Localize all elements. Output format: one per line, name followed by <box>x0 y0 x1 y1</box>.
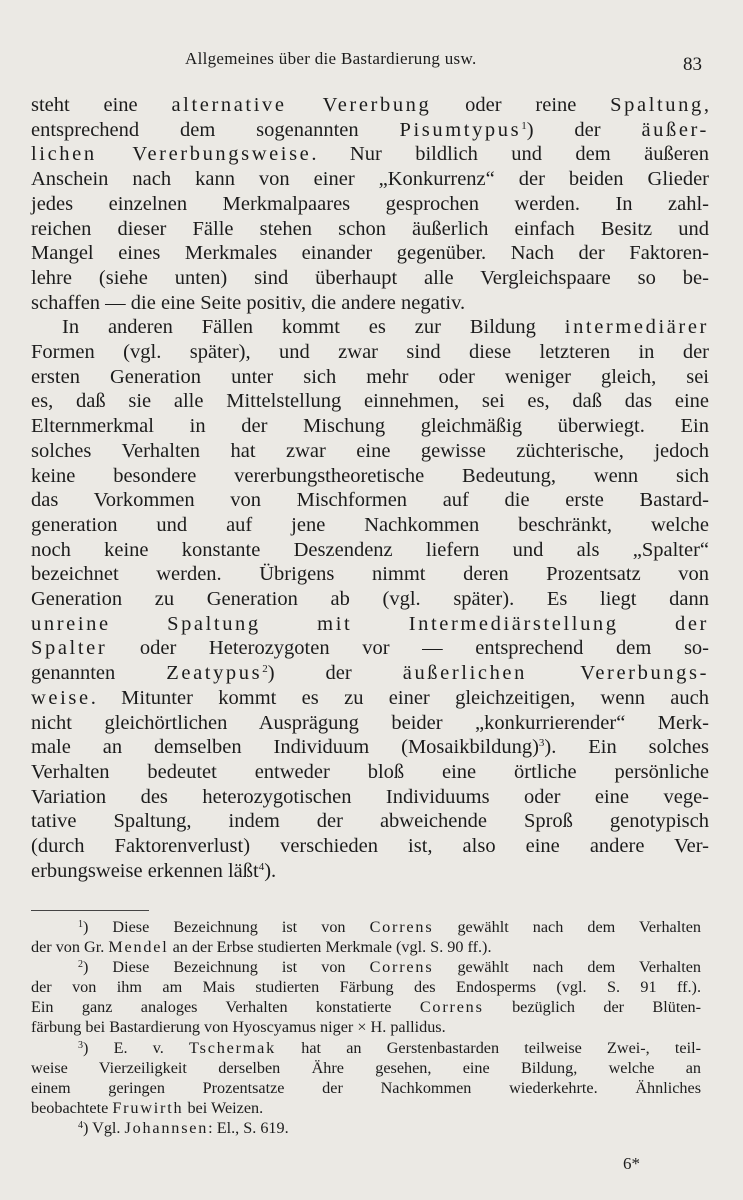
body-line <box>31 439 709 464</box>
text-run: färbung bei Bastardierung von Hyoscyamus niger × H. pallidus. <box>31 1018 446 1037</box>
text-run: Formen (vgl. später), und zwar sind diese letzteren in der <box>31 341 709 364</box>
footnote-line <box>31 1038 701 1058</box>
body-line <box>31 834 709 859</box>
footnote-line <box>31 1118 701 1138</box>
body-line <box>31 315 709 340</box>
footnote-marker: 4 <box>258 860 265 873</box>
text-run: generation und auf jene Nachkommen beschränkt, welche <box>31 513 709 536</box>
spaced-emphasis: Correns <box>369 958 434 977</box>
text-run: oder reine <box>431 94 611 116</box>
footnote-divider <box>31 910 149 911</box>
body-line <box>31 538 709 563</box>
body-line <box>31 686 709 711</box>
body-line <box>31 859 709 884</box>
body-line <box>31 291 709 316</box>
text-run: erbungsweise erkennen läßt <box>31 859 259 882</box>
text-run: oder Heterozygoten vor — entsprechend dem so- <box>107 637 709 660</box>
spaced-emphasis: Correns <box>419 998 484 1017</box>
page-number: 83 <box>683 54 702 75</box>
text-run: male an demselben Individuum (Mosaikbildung) <box>31 736 539 759</box>
footnote-line <box>31 1058 701 1078</box>
text-run: ) Vgl. <box>83 1118 125 1137</box>
text-run: beobachtete <box>31 1098 113 1117</box>
body-line <box>31 809 709 834</box>
text-run: gewählt nach dem Verhalten <box>433 958 702 977</box>
text-run: bezüglich der Blüten- <box>483 998 701 1017</box>
body-line <box>31 142 709 167</box>
body-line <box>31 661 709 686</box>
footnote-line <box>31 917 701 937</box>
text-run: entsprechend dem sogenannten <box>31 118 400 141</box>
text-run: solches Verhalten hat zwar eine gewisse züchterische, jedoch <box>31 439 709 462</box>
text-run: ) der <box>267 662 403 685</box>
text-run: lehre (siehe unten) sind überhaupt alle Vergleichspaare so be- <box>31 266 709 289</box>
body-line <box>31 167 709 192</box>
text-run: Generation zu Generation ab (vgl. später). Es liegt dann <box>31 588 709 611</box>
text-run: Anschein nach kann von einer „Konkurrenz“ der beiden Glieder <box>31 168 709 191</box>
text-run: weise Vierzeiligkeit derselben Ähre gesehen, eine Bildung, welche an <box>31 1058 701 1077</box>
text-run: . Mitunter kommt es zu einer gleichzeitigen, wenn auch <box>90 686 709 709</box>
text-run: jedes einzelnen Merkmalpaares gesprochen werden. In zahl- <box>31 192 709 215</box>
footnote-marker: 1 <box>78 919 83 930</box>
footnote-line <box>31 1078 701 1098</box>
footnote-line <box>31 977 701 997</box>
text-run: gewählt nach dem Verhalten <box>433 918 702 936</box>
spaced-emphasis: äußerlichen Vererbungs- <box>402 662 709 685</box>
spaced-emphasis: Correns <box>369 918 434 936</box>
footnote-marker: 3 <box>78 1039 83 1051</box>
text-run: ersten Generation unter sich mehr oder weniger gleich, sei <box>31 365 709 388</box>
text-run: reichen dieser Fälle stehen schon äußerlich einfach Besitz und <box>31 217 709 240</box>
body-line <box>31 735 709 760</box>
text-run: Elternmerkmal in der Mischung gleichmäßig überwiegt. Ein <box>31 415 709 438</box>
body-line <box>31 93 709 118</box>
text-run: ) der <box>526 118 642 141</box>
body-line <box>31 760 709 785</box>
text-run: nicht gleichörtlichen Ausprägung beider „konkurrierender“ Merk- <box>31 711 709 734</box>
body-line <box>31 464 709 489</box>
text-run: steht eine <box>31 94 172 116</box>
text-run: . Nur bildlich und dem äußeren <box>311 143 709 166</box>
footnotes <box>31 917 701 1138</box>
text-run: ) Diese Bezeichnung ist von <box>83 918 370 936</box>
text-run: ) E. v. <box>83 1038 190 1057</box>
printer-signature: 6* <box>623 1154 640 1173</box>
body-line <box>31 389 709 414</box>
text-run: (durch Faktorenverlust) verschieden ist, also eine andere Ver- <box>31 835 709 858</box>
footnote-marker: 2 <box>78 959 83 971</box>
text-run: ) Diese Bezeichnung ist von <box>83 958 370 977</box>
body-line <box>31 340 709 365</box>
body-line <box>31 118 709 143</box>
footnote-line <box>31 937 701 957</box>
body-line <box>31 587 709 612</box>
text-run: bezeichnet werden. Übrigens nimmt deren Prozentsatz von <box>31 563 709 586</box>
footnote-line <box>31 997 701 1017</box>
text-run: keine besondere vererbungstheoretische Bedeutung, wenn sich <box>31 464 709 487</box>
text-run: das Vorkommen von Mischformen auf die erste Bastard- <box>31 489 709 512</box>
text-run: In anderen Fällen kommt es zur Bildung <box>62 316 565 339</box>
spaced-emphasis: weise <box>31 686 91 709</box>
footnote-marker: 3 <box>538 737 545 750</box>
spaced-emphasis: Spaltung <box>610 94 704 116</box>
body-line <box>31 365 709 390</box>
text-run: : El., S. 619. <box>208 1118 289 1137</box>
text-run: hat an Gerstenbastarden teilweise Zwei-, teil- <box>276 1038 701 1057</box>
body-line <box>31 612 709 637</box>
spaced-emphasis: Spalter <box>31 637 108 660</box>
body-line <box>31 711 709 736</box>
footnote-marker: 4 <box>78 1119 83 1131</box>
footnote-line <box>31 1098 701 1118</box>
text-run: schaffen — die eine Seite positiv, die andere negativ. <box>31 291 466 314</box>
text-run: Variation des heterozygotischen Individuums oder eine vege- <box>31 785 709 808</box>
spaced-emphasis: Johannsen <box>124 1118 209 1137</box>
spaced-emphasis: Fruwirth <box>112 1098 184 1117</box>
body-line <box>31 785 709 810</box>
body-line <box>31 414 709 439</box>
spaced-emphasis: intermediärer <box>564 316 709 339</box>
main-text <box>31 93 709 884</box>
body-line <box>31 266 709 291</box>
text-run: ). Ein solches <box>544 736 709 759</box>
text-run: , <box>703 94 709 116</box>
spaced-emphasis: alternative Vererbung <box>171 94 432 116</box>
text-run: an der Erbse studierten Merkmale (vgl. S. 90 ff.). <box>168 938 492 957</box>
running-head: Allgemeines über die Bastardierung usw. <box>185 49 477 68</box>
text-run: tative Spaltung, indem der abweichende Sproß genotypisch <box>31 810 709 833</box>
spaced-emphasis: lichen Vererbungsweise <box>31 143 312 166</box>
footnote-marker: 1 <box>521 119 527 132</box>
spaced-emphasis: Pisumtypus <box>399 118 522 141</box>
spaced-emphasis: äußer- <box>641 118 709 141</box>
body-line <box>31 562 709 587</box>
footnote-line <box>31 1017 701 1037</box>
text-run: Verhalten bedeutet entweder bloß eine örtliche persönliche <box>31 760 709 783</box>
spaced-emphasis: Zeatypus <box>166 662 263 685</box>
body-line <box>31 241 709 266</box>
spaced-emphasis: Tschermak <box>189 1038 277 1057</box>
body-line <box>31 636 709 661</box>
footnote-marker: 2 <box>262 663 268 676</box>
text-run: genannten <box>31 662 167 685</box>
body-line <box>31 488 709 513</box>
body-line <box>31 217 709 242</box>
text-run: der von Gr. <box>31 938 109 957</box>
text-run: Mangel eines Merkmales einander gegenüber. Nach der Faktoren- <box>31 242 709 265</box>
text-run: Ein ganz analoges Verhalten konstatierte <box>31 998 420 1017</box>
text-run: einem geringen Prozentsatze der Nachkommen wiederkehrte. Ähnliches <box>31 1078 701 1097</box>
spaced-emphasis: unreine Spaltung mit Intermediärstellung der <box>31 612 709 635</box>
body-line <box>31 513 709 538</box>
spaced-emphasis: Mendel <box>108 938 169 957</box>
body-line <box>31 192 709 217</box>
text-run: bei Weizen. <box>183 1098 264 1117</box>
text-run: noch keine konstante Deszendenz liefern und als „Spalter“ <box>31 538 709 561</box>
text-run: ). <box>264 859 277 882</box>
text-run: der von ihm am Mais studierten Färbung des Endosperms (vgl. S. 91 ff.). <box>31 978 701 997</box>
footnote-line <box>31 957 701 977</box>
text-run: es, daß sie alle Mittelstellung einnehmen, sei es, daß das eine <box>31 390 709 413</box>
